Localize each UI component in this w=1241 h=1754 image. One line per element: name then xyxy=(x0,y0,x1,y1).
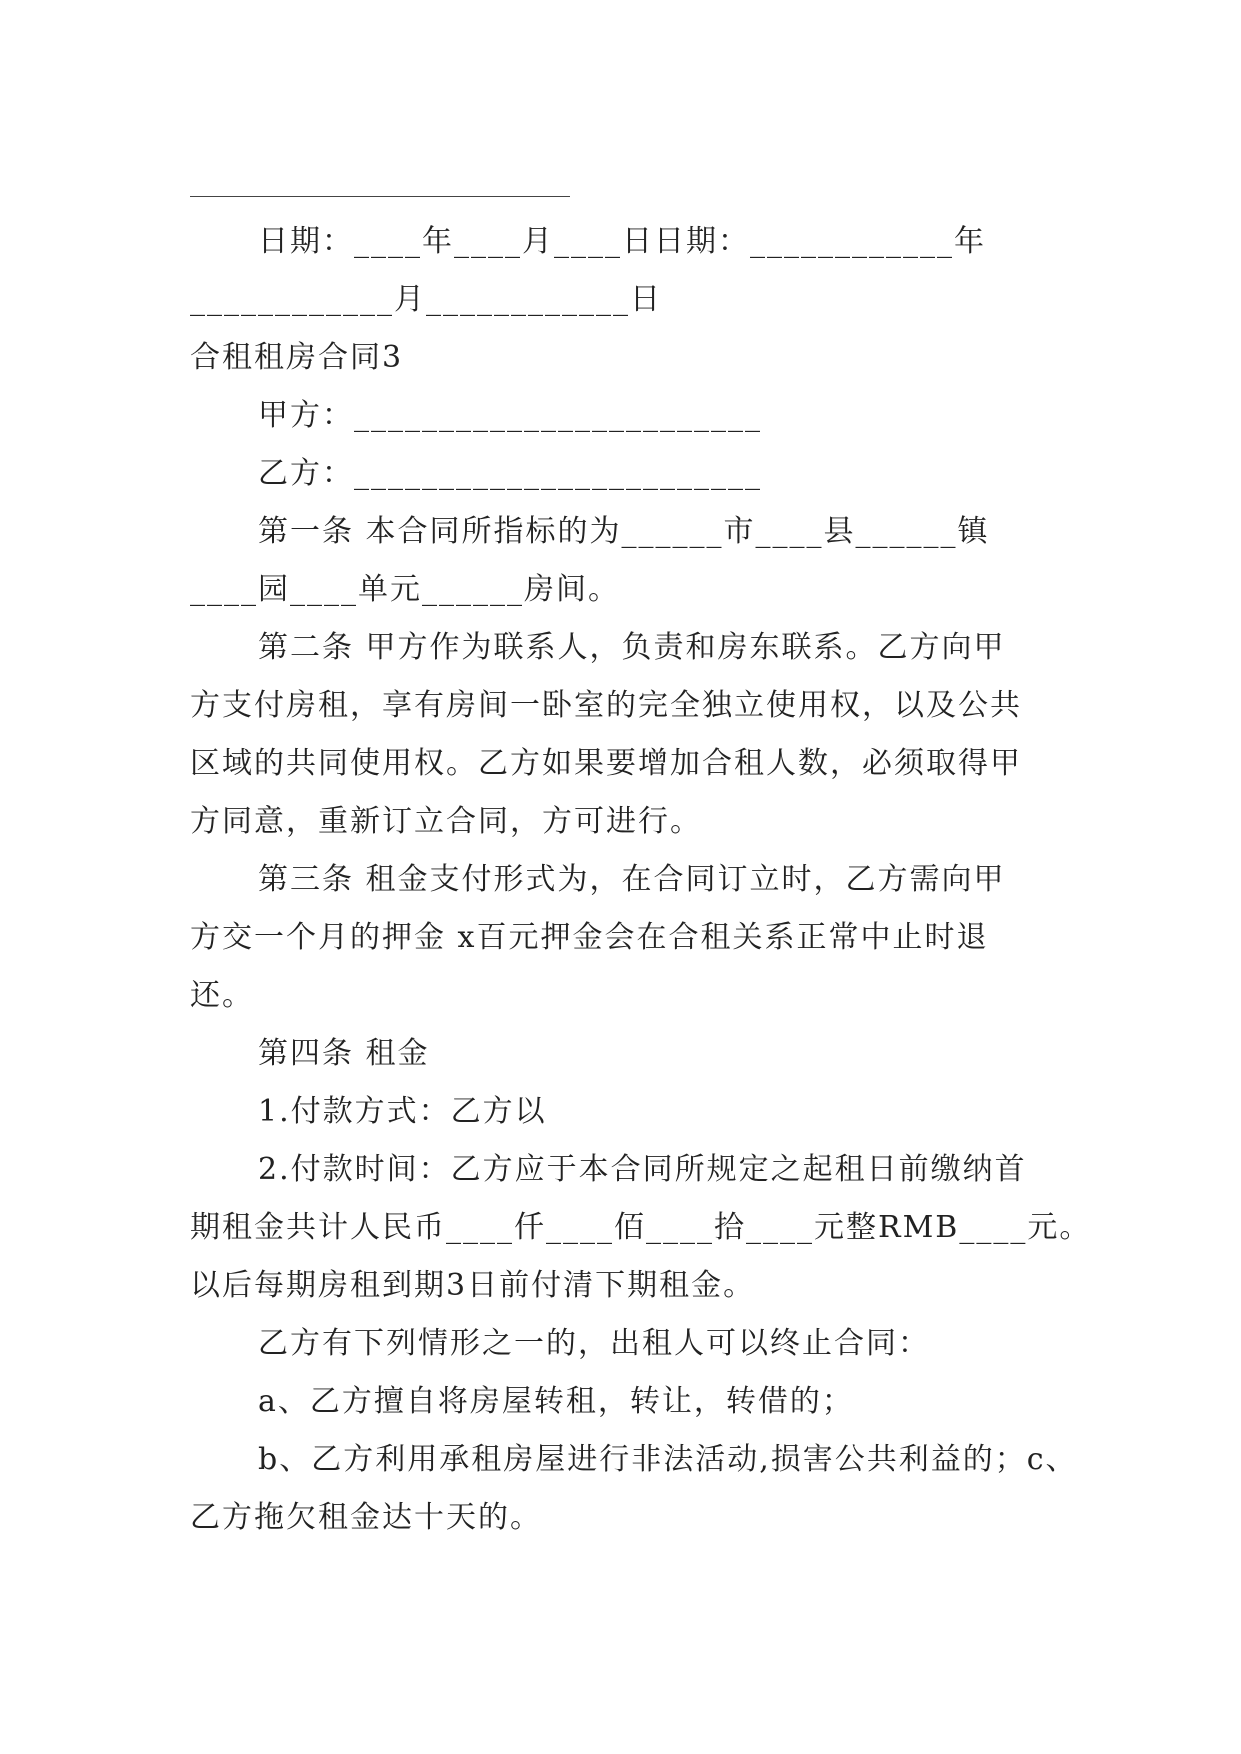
article-3-line: 方交一个月的押金 x百元押金会在合租关系正常中止时退 xyxy=(190,920,989,955)
payment-time-line: 期租金共计人民币____仟____佰____拾____元整RMB____元。 xyxy=(190,1210,1092,1245)
article-2-line: 方支付房租，享有房间一卧室的完全独立使用权，以及公共 xyxy=(190,688,1022,723)
article-4-heading: 第四条 租金 xyxy=(258,1036,430,1071)
payment-time-line: 2.付款时间：乙方应于本合同所规定之起租日前缴纳首 xyxy=(258,1152,1027,1187)
article-2-line: 方同意，重新订立合同，方可进行。 xyxy=(190,804,702,839)
termination-item-b: b、乙方利用承租房屋进行非法活动,损害公共利益的；c、 xyxy=(258,1442,1078,1477)
payment-time-line: 以后每期房租到期3日前付清下期租金。 xyxy=(190,1268,756,1303)
signature-underline xyxy=(190,196,570,197)
payment-method-line: 1.付款方式：乙方以 xyxy=(258,1094,547,1129)
article-3-line: 第三条 租金支付形式为，在合同订立时，乙方需向甲 xyxy=(258,862,1006,897)
article-2-line: 区域的共同使用权。乙方如果要增加合租人数，必须取得甲 xyxy=(190,746,1022,781)
document-title: 合租租房合同3 xyxy=(190,340,404,375)
article-1-line: ____园____单元______房间。 xyxy=(190,572,620,607)
article-3-line: 还。 xyxy=(190,978,254,1013)
termination-item-a: a、乙方擅自将房屋转租，转让，转借的； xyxy=(258,1384,854,1419)
party-b-line: 乙方：________________________ xyxy=(258,456,762,491)
date-line-continued: ____________月____________日 xyxy=(190,282,662,317)
termination-item-c: 乙方拖欠租金达十天的。 xyxy=(190,1500,542,1535)
party-a-line: 甲方：________________________ xyxy=(258,398,762,433)
termination-intro: 乙方有下列情形之一的，出租人可以终止合同： xyxy=(258,1326,930,1361)
article-2-line: 第二条 甲方作为联系人，负责和房东联系。乙方向甲 xyxy=(258,630,1006,665)
date-line: 日期：____年____月____日日期：____________年 xyxy=(258,224,986,259)
article-1-line: 第一条 本合同所指标的为______市____县______镇 xyxy=(258,514,990,549)
